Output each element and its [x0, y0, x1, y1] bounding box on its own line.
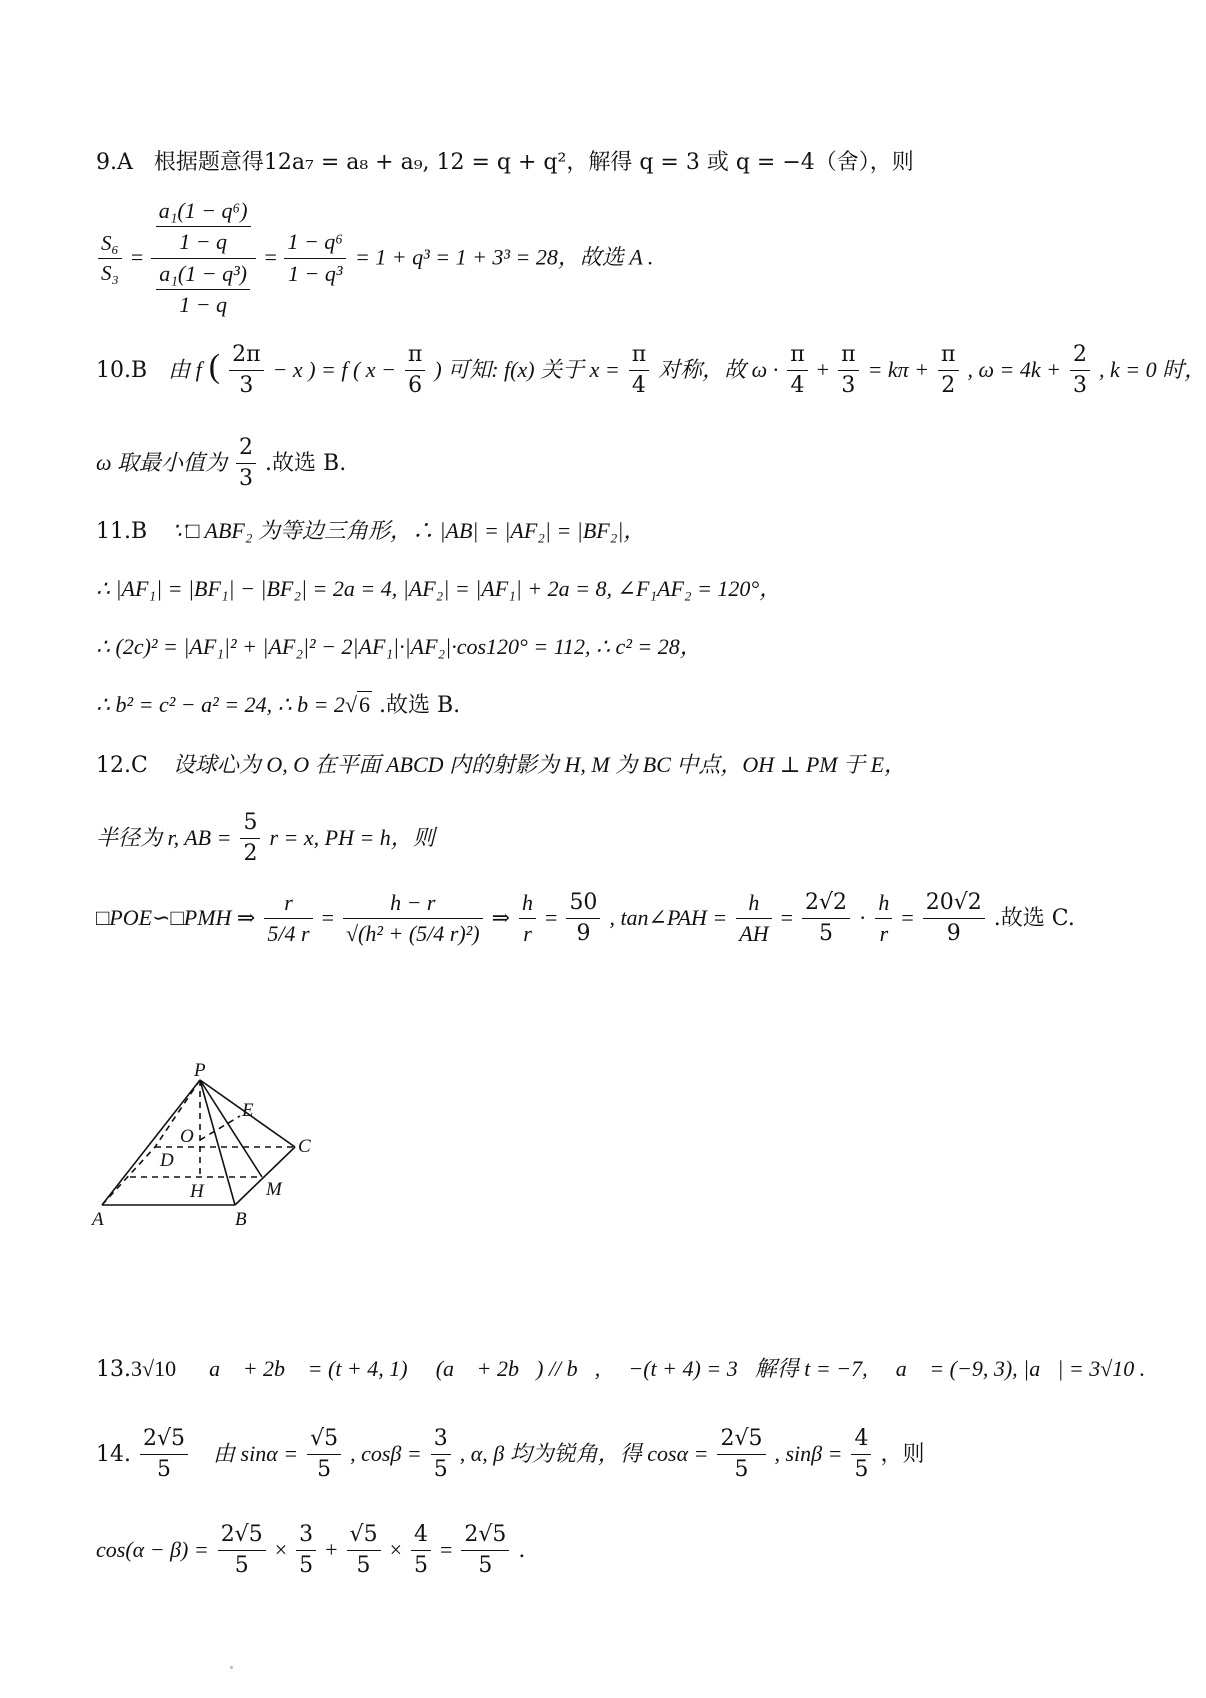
q12-line1: 12.C 设球心为 O, O 在平面 ABCD 内的射影为 H, M 为 BC 中点，OH ⊥ PM 于 E，: [96, 752, 907, 778]
label-E: E: [242, 1100, 254, 1121]
q13-text: a⃗ + 2b⃗ = (t + 4, 1) ∵ (a⃗ + 2b⃗) // b⃗, ∴ −(t + 4) = 3，解得 t = −7, ∴ a⃗ = (−9, 3), |a⃗| = 3√10 .: [209, 1356, 1146, 1381]
label-D: D: [160, 1150, 174, 1171]
label-C: C: [298, 1136, 311, 1157]
segment-OE: [200, 1116, 240, 1140]
q12-line3: □POE∽□PMH ⇒ $\frac{r}{5/4 r}$ = $\frac{h - r}{\text{√(h² + (5/4 r)²)}}$ ⇒ $\frac{h}{r}$ = $\frac{50}{9}$ , tan∠PAH = $\frac{h}{AH}$ = $\frac{2√2}{5}$ · $\frac{h}{r}$ = $\frac{20√2}{9}$ .故选 C.: [96, 890, 1075, 947]
q11-line3: ∴ (2c)² = |AF₁|² + |AF₂|² − 2|AF₁|·|AF₂|·cos120° = 112, ∴ c² = 28，: [96, 634, 702, 659]
q9-s3: S₃: [101, 260, 119, 285]
label-O: O: [180, 1126, 194, 1147]
label-H: H: [190, 1181, 204, 1202]
q10-line1: 10.B 由 f ( $\frac{2\pi}{3}$ − x ) = f ( x − $\frac{\pi}{6}$ ) 可知: f(x) 关于 x = $\frac{\pi}{4}$ 对称，故 ω · $\frac{\pi}{4}$ + $\frac{\pi}{3}$ = kπ + $\frac{\pi}{2}$ , ω = 4k + $\frac{2}{3}$ , k = 0 时，: [96, 342, 1206, 399]
q14-number: 14.: [96, 1441, 131, 1467]
q12-line2: 半径为 r, AB = $\frac{5}{2}$ r = x, PH = h，则: [96, 810, 435, 867]
pyramid-figure: [90, 1060, 330, 1310]
q11-line4: ∴ b² = c² − a² = 24, ∴ b = 2√6 .故选 B.: [96, 692, 461, 718]
q9-text: 根据题意得12a₇ = a₈ + a₉, 12 = q + q²，解得 q = 3 或 q = −4（舍），则: [153, 150, 914, 175]
q10-number: 10.B: [96, 357, 148, 383]
edge-AD: [102, 1147, 155, 1205]
q9-ratio-den: 1 − q³: [287, 260, 343, 286]
q14-line1: 14. $\frac{2√5}{5}$ 由 sinα = $\frac{√5}{5}$ , cosβ = $\frac{3}{5}$ , α, β 均为锐角，得 cosα = $\frac{2√5}{5}$ , sinβ = $\frac{4}{5}$ ，则: [96, 1426, 925, 1483]
q9-inner-num-bot: a₁(1 − q³): [156, 261, 250, 290]
q9-inner-num-top: a₁(1 − q⁶): [156, 198, 251, 227]
q9-inner-den-bot: 1 − q: [179, 292, 228, 318]
segment-PM: [200, 1080, 262, 1177]
label-P: P: [194, 1060, 206, 1081]
edge-PB: [200, 1080, 235, 1205]
q13-number: 13.: [96, 1357, 131, 1382]
page-dot: [230, 1666, 233, 1669]
q11-line1: 11.B ∵□ ABF₂ 为等边三角形，∴ |AB| = |AF₂| = |BF₂|，: [96, 518, 646, 544]
label-M: M: [266, 1179, 282, 1200]
q9-inner-den-top: 1 − q: [179, 229, 228, 255]
q9-formula: $\frac{\text{S₆}}{\text{S₃}}$ = $\frac{\frac{\text{a₁(1 − q⁶)}}{1 - q}}{\frac{\text{a₁(1 − q³)}}{1 - q}}$ = $\frac{\text{1 − q⁶}}{\text{1 − q³}}$ = 1 + q³ = 1 + 3³ = 28，故选 A .: [96, 198, 653, 319]
q13-line: [96, 1356, 1145, 1383]
edge-BC: [235, 1147, 295, 1205]
q11-line2: ∴ |AF₁| = |BF₁| − |BF₂| = 2a = 4, |AF₂| = |AF₁| + 2a = 8, ∠F₁AF₂ = 120°，: [96, 576, 782, 601]
q9-number: 9.A: [96, 150, 133, 175]
q9-s-ratio: [98, 231, 122, 286]
q9-s6: S₆: [98, 231, 122, 259]
q11-number: 11.B: [96, 519, 148, 544]
q10-line2: ω 取最小值为 $\frac{2}{3}$ .故选 B.: [96, 435, 347, 492]
q9-line1: [96, 150, 914, 176]
q9-result: = 1 + q³ = 1 + 3³ = 28，故选 A .: [354, 244, 654, 270]
label-A: A: [92, 1209, 104, 1230]
q14-line2: cos(α − β) = $\frac{2√5}{5}$ × $\frac{3}{5}$ + $\frac{√5}{5}$ × $\frac{4}{5}$ = $\frac{2√5}{5}$ .: [96, 1522, 526, 1579]
q9-ratio: [284, 229, 346, 287]
q9-ratio-num: 1 − q⁶: [284, 229, 346, 258]
q13-answer: 3√10: [131, 1356, 177, 1381]
label-B: B: [235, 1209, 247, 1230]
q12-number: 12.C: [96, 753, 148, 778]
q9-big-fraction: [151, 198, 256, 319]
